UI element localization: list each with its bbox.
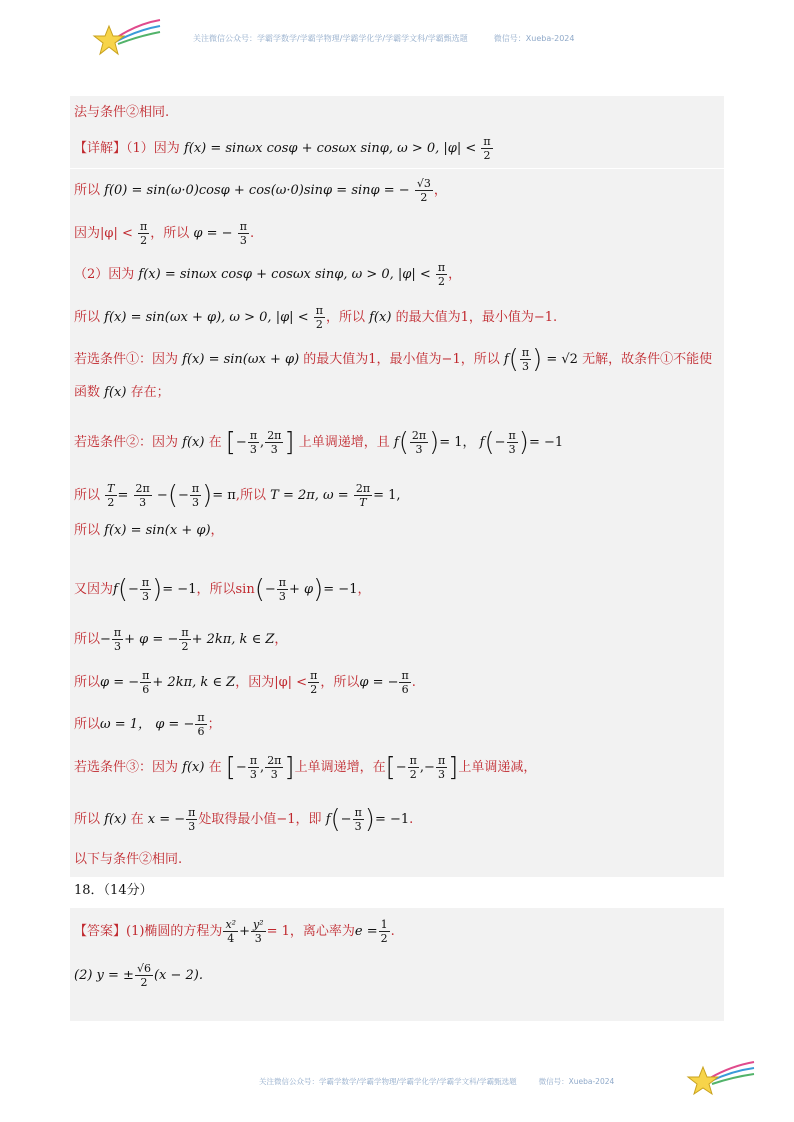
math-text: e = xyxy=(354,924,378,939)
math-text: π xyxy=(401,669,409,682)
math-text: , xyxy=(260,760,265,775)
header-follow-text: 关注微信公众号：学霸学数学/学霸学物理/学霸学化学/学霸学文科/学霸甄选题 xyxy=(193,34,468,43)
math-text: + 2kπ, k ∈ Z xyxy=(191,632,275,647)
math-text: f(x) = sinωx cosφ + cosωx sinφ, ω > 0, |φ| < xyxy=(183,141,477,156)
math-fraction xyxy=(379,918,390,945)
math-text: 上单调递减， xyxy=(458,760,537,775)
math-text: 1 xyxy=(380,918,388,931)
math-text: = xyxy=(117,488,129,503)
math-text: π xyxy=(140,220,148,233)
math-text: ； xyxy=(207,717,221,732)
math-text: φ = − xyxy=(100,675,140,690)
math-text: T = 2π, ω = xyxy=(270,488,349,503)
solution-line xyxy=(74,711,221,738)
math-text: 2π xyxy=(135,482,150,495)
math-text: ， xyxy=(210,523,224,538)
math-text: f xyxy=(393,435,399,450)
math-text: 的最大值为1，最小值为−1，所以 xyxy=(303,352,500,367)
math-text: π xyxy=(191,482,200,495)
math-text: . xyxy=(390,924,395,939)
math-text: 若选条件②：因为 xyxy=(74,435,179,450)
math-text: [ xyxy=(225,752,236,783)
math-text: 在 xyxy=(208,435,222,450)
math-text: 3 xyxy=(508,443,516,456)
math-text: f(x) = sin(x + φ) xyxy=(104,523,211,538)
math-text: π xyxy=(197,711,205,724)
math-text: 2 xyxy=(315,318,323,331)
math-text: − xyxy=(424,760,435,775)
math-text: π xyxy=(508,429,516,442)
math-text: 3 xyxy=(254,932,262,945)
math-text: ω = 1， xyxy=(100,717,152,732)
math-text: . xyxy=(409,812,414,827)
math-text: 2 xyxy=(483,149,491,162)
math-text: 所以 xyxy=(74,183,101,198)
math-text: = 1，离心率为 xyxy=(266,924,355,939)
math-text: f(x) = sin(ωx + φ) xyxy=(182,352,300,367)
math-fraction xyxy=(520,346,531,373)
math-text: ) xyxy=(518,427,529,458)
math-text: 因为|φ| < xyxy=(74,226,133,241)
math-text: 存在； xyxy=(130,385,170,400)
math-fraction xyxy=(354,482,372,509)
math-text: √3 xyxy=(416,177,431,190)
math-text: 2π xyxy=(267,429,282,442)
math-text: 所以 xyxy=(74,675,101,690)
math-text: ) xyxy=(152,574,163,605)
math-fraction xyxy=(195,711,206,738)
math-text: ， xyxy=(274,632,288,647)
math-fraction xyxy=(105,482,116,509)
math-text: x = − xyxy=(147,812,186,827)
math-fraction xyxy=(248,429,259,456)
math-text: f(0) = sin(ω·0)cosφ + cos(ω·0)sinφ = sinφ = − xyxy=(104,183,410,198)
math-fraction xyxy=(314,304,325,331)
math-text: π xyxy=(315,304,323,317)
math-text: ， xyxy=(357,582,371,597)
math-text: π xyxy=(249,754,258,767)
star-logo-icon xyxy=(92,16,162,58)
footer-wechat-id: 微信号：Xueba-2024 xyxy=(538,1077,615,1086)
math-fraction xyxy=(112,626,123,653)
math-text: 所以 xyxy=(74,310,101,325)
page-header xyxy=(193,33,574,44)
math-text: 3 xyxy=(249,768,257,781)
math-text: π xyxy=(239,220,247,233)
math-text: ( xyxy=(167,480,178,511)
math-text: − xyxy=(264,582,276,597)
math-text: π xyxy=(113,626,122,639)
math-text: 所以 xyxy=(74,812,101,827)
divider xyxy=(70,168,724,169)
math-text: = √2 xyxy=(546,352,578,367)
math-fraction xyxy=(223,918,238,945)
math-text: 3 xyxy=(139,496,147,509)
math-text: − xyxy=(127,582,139,597)
math-text: φ = − xyxy=(155,717,195,732)
math-fraction xyxy=(190,482,201,509)
math-fraction xyxy=(138,220,149,247)
math-fraction xyxy=(238,220,249,247)
math-text: π xyxy=(249,429,258,442)
solution-line xyxy=(74,669,416,696)
math-text: ( xyxy=(484,427,495,458)
math-text: [ xyxy=(385,752,396,783)
math-text: = 1， xyxy=(439,435,476,450)
math-text: , xyxy=(260,435,265,450)
solution-line xyxy=(74,384,170,402)
math-text: π xyxy=(142,669,150,682)
math-text: （2）因为 xyxy=(74,267,135,282)
math-text: , xyxy=(419,760,425,775)
math-text: [ xyxy=(225,427,236,458)
solution-line xyxy=(74,304,557,331)
math-text: − xyxy=(177,488,189,503)
math-text: ，因为|φ| < xyxy=(235,675,308,690)
math-text: ，所以sin xyxy=(196,582,255,597)
math-text: 2 xyxy=(107,496,115,509)
math-text: 法与条件②相同. xyxy=(74,105,170,120)
solution-line xyxy=(74,220,254,247)
math-text: 以下与条件②相同. xyxy=(74,852,183,867)
math-fraction xyxy=(408,754,419,781)
math-text: 4 xyxy=(227,932,235,945)
math-text: 6 xyxy=(401,683,409,696)
math-text: 上单调递增，在 xyxy=(294,760,386,775)
math-text: ( xyxy=(330,804,341,835)
solution-line xyxy=(74,104,169,122)
answer-line xyxy=(74,962,203,989)
math-text: 3 xyxy=(521,360,529,373)
math-text: + φ = − xyxy=(124,632,179,647)
math-text: 3 xyxy=(270,768,278,781)
solution-line xyxy=(74,806,413,833)
math-text: 3 xyxy=(415,443,423,456)
math-fraction xyxy=(277,576,288,603)
math-text: 函数 xyxy=(74,385,101,400)
math-text: 所以 xyxy=(74,523,101,538)
math-text: π xyxy=(181,626,189,639)
math-text: (x − 2). xyxy=(153,968,204,983)
math-text: 所以 xyxy=(74,488,101,503)
math-text: 3 xyxy=(239,234,247,247)
header-wechat-id: 微信号：Xueba-2024 xyxy=(493,34,575,43)
math-text: . xyxy=(411,675,416,690)
solution-line xyxy=(74,522,224,540)
math-text: ] xyxy=(448,752,459,783)
math-text: = 1, xyxy=(373,488,401,503)
math-text: f xyxy=(325,812,331,827)
math-text: ，所以 xyxy=(320,675,360,690)
math-fraction xyxy=(140,669,151,696)
solution-line xyxy=(74,346,712,373)
math-text: − xyxy=(494,435,506,450)
math-text: 3 xyxy=(354,820,362,833)
math-text: f(x) xyxy=(104,385,127,400)
math-text: ) xyxy=(364,804,375,835)
math-text: ( xyxy=(254,574,265,605)
star-logo-icon xyxy=(686,1058,756,1098)
math-text: 3 xyxy=(270,443,278,456)
answer-line xyxy=(74,918,395,945)
math-text: . xyxy=(249,226,255,241)
math-text: ] xyxy=(284,427,295,458)
math-text: ，所以 xyxy=(325,310,365,325)
math-text: y² xyxy=(252,918,264,931)
math-text: 3 xyxy=(278,590,286,603)
solution-line xyxy=(74,626,287,653)
math-text: − xyxy=(395,760,407,775)
math-fraction xyxy=(134,482,152,509)
math-fraction xyxy=(265,754,283,781)
math-text: 2 xyxy=(380,932,388,945)
math-text: − xyxy=(100,632,111,647)
solution-line xyxy=(74,261,461,288)
math-fraction xyxy=(265,429,283,456)
math-text: + φ xyxy=(288,582,314,597)
solution-line xyxy=(74,482,401,509)
math-text: f xyxy=(479,435,485,450)
math-text: 3 xyxy=(438,768,446,781)
math-text: − xyxy=(156,488,168,503)
math-text: 3 xyxy=(142,590,149,603)
math-text: π xyxy=(188,806,196,819)
math-text: = −1 xyxy=(162,582,197,597)
math-fraction xyxy=(179,626,190,653)
math-fraction xyxy=(308,669,319,696)
math-fraction xyxy=(507,429,518,456)
footer-follow-text: 关注微信公众号：学霸学数学/学霸学物理/学霸学化学/学霸学文科/学霸甄选题 xyxy=(259,1077,517,1086)
math-text: T xyxy=(359,496,367,509)
solution-line xyxy=(74,177,447,204)
math-text: π xyxy=(437,261,446,274)
math-fraction xyxy=(399,669,410,696)
math-text: f(x) xyxy=(104,812,127,827)
math-text: 3 xyxy=(249,443,257,456)
math-fraction xyxy=(415,177,433,204)
math-text: 6 xyxy=(197,725,205,738)
math-text: f(x) xyxy=(369,310,392,325)
math-text: √6 xyxy=(136,962,151,975)
math-text: − xyxy=(235,760,247,775)
solution-line xyxy=(74,429,563,456)
math-text: 3 xyxy=(192,496,199,509)
math-fraction xyxy=(353,806,364,833)
math-text: 18．（14分） xyxy=(74,883,153,898)
math-text: π xyxy=(310,669,318,682)
math-text: 无解，故条件①不能使 xyxy=(582,352,713,367)
math-fraction xyxy=(140,576,151,603)
math-text: f(x) xyxy=(182,435,205,450)
math-text: 所以 xyxy=(74,632,101,647)
math-text: ，所以 xyxy=(150,226,190,241)
math-text: 2 xyxy=(438,275,446,288)
solution-line xyxy=(74,135,494,162)
math-text: 2 xyxy=(140,976,148,989)
page-footer xyxy=(259,1076,614,1087)
math-text: = −1 xyxy=(374,812,410,827)
math-text: π xyxy=(278,576,286,589)
math-fraction xyxy=(248,754,259,781)
math-text: (2) y = ± xyxy=(74,968,134,983)
math-text: 2 xyxy=(140,234,148,247)
math-fraction xyxy=(481,135,492,162)
math-text: 在 xyxy=(208,760,222,775)
math-text: ( xyxy=(508,344,519,375)
math-text: ) xyxy=(429,427,440,458)
math-text: 的最大值为1，最小值为−1. xyxy=(395,310,558,325)
math-text: 6 xyxy=(142,683,150,696)
solution-line xyxy=(74,851,182,869)
math-text: π xyxy=(437,754,446,767)
math-text: − xyxy=(340,812,352,827)
math-text: π xyxy=(354,806,362,819)
math-text: π xyxy=(141,576,150,589)
math-text: ] xyxy=(284,752,295,783)
math-fraction xyxy=(436,754,447,781)
math-text: π xyxy=(409,754,417,767)
math-text: 2π xyxy=(267,754,282,767)
math-text: ,所以 xyxy=(235,488,266,503)
math-text: 2π xyxy=(411,429,427,442)
math-text: （1）因为 xyxy=(126,141,180,156)
math-text: 若选条件①：因为 xyxy=(74,352,179,367)
math-text: 【详解】 xyxy=(74,141,127,156)
math-text: = π xyxy=(212,488,236,503)
math-text: f(x) xyxy=(182,760,205,775)
math-text: φ = − xyxy=(359,675,399,690)
math-text: 所以 xyxy=(74,717,101,732)
math-text: 处取得最小值−1，即 xyxy=(198,812,322,827)
math-text: ) xyxy=(202,480,213,511)
math-text: 【答案】 xyxy=(74,924,127,939)
math-fraction xyxy=(436,261,447,288)
math-text: ) xyxy=(532,344,543,375)
math-text: ( xyxy=(117,574,128,605)
math-text: T xyxy=(107,482,115,495)
math-text: 若选条件③：因为 xyxy=(74,760,179,775)
math-text: ， xyxy=(433,183,447,198)
math-text: π xyxy=(483,135,491,148)
math-text: ( xyxy=(398,427,409,458)
math-text: + xyxy=(239,924,250,939)
math-text: 上单调递增，且 xyxy=(298,435,390,450)
solution-line xyxy=(74,576,371,603)
math-text: 3 xyxy=(188,820,196,833)
math-fraction xyxy=(186,806,197,833)
math-text: 在 xyxy=(130,812,144,827)
math-text: = −1 xyxy=(528,435,564,450)
math-text: x² xyxy=(225,918,237,931)
math-text: 2π xyxy=(355,482,371,495)
math-text: = −1 xyxy=(323,582,358,597)
math-text: + 2kπ, k ∈ Z xyxy=(152,675,236,690)
math-text: ， xyxy=(448,267,462,282)
math-text: ) xyxy=(313,574,324,605)
question-number xyxy=(74,882,153,900)
math-fraction xyxy=(410,429,428,456)
math-text: f xyxy=(113,582,118,597)
math-text: 2 xyxy=(310,683,318,696)
math-text: f(x) = sin(ωx + φ), ω > 0, |φ| < xyxy=(104,310,309,325)
math-text: f xyxy=(503,352,509,367)
math-fraction xyxy=(135,962,153,989)
solution-line xyxy=(74,754,536,781)
math-text: 又因为 xyxy=(74,582,114,597)
math-text: 3 xyxy=(114,640,122,653)
math-text: (1)椭圆的方程为 xyxy=(126,924,223,939)
math-fraction xyxy=(251,918,266,945)
math-text: 2 xyxy=(181,640,189,653)
math-text: − xyxy=(235,435,247,450)
math-text: 2 xyxy=(420,191,428,204)
math-text: φ = − xyxy=(193,226,233,241)
math-text: π xyxy=(521,346,530,359)
math-text: f(x) = sinωx cosφ + cosωx sinφ, ω > 0, |φ| < xyxy=(138,267,431,282)
math-text: 2 xyxy=(409,768,417,781)
